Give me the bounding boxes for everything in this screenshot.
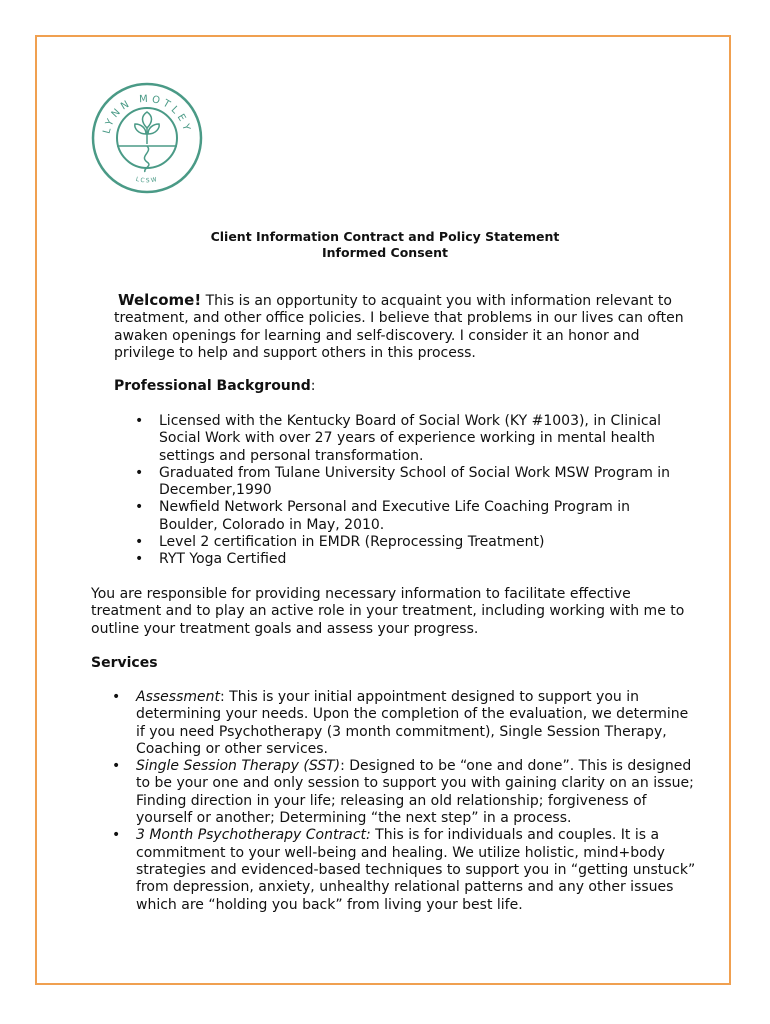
welcome-paragraph bbox=[114, 292, 684, 362]
document-title: Client Information Contract and Policy Statement bbox=[210, 229, 560, 244]
service-text: This is for individuals and couples. It is a commitment to your well-being and healing. We utilize holistic, mind+body strategies and evidenced-based techniques to support you in “getting unstuck” from depression, anxiety, unhealthy relational patterns and any other issues which are “holding you back” from living your best life. bbox=[136, 827, 696, 913]
list-item bbox=[136, 827, 696, 913]
list-item bbox=[136, 689, 696, 758]
list-item: • Level 2 certification in EMDR (Reprocessing Treatment) bbox=[159, 534, 689, 551]
list-item: • Graduated from Tulane University School of Social Work MSW Program in December,1990 bbox=[159, 465, 689, 500]
service-text: : Designed to be “one and done”. This is designed to be your one and only session to support you with gaining clarity on an issue; Finding direction in your life; releasing an old relationship; forgiveness of yourself or another; Determining “the next step” in a process. bbox=[136, 758, 694, 827]
service-term: Single Session Therapy (SST) bbox=[136, 758, 341, 775]
services-heading: Services bbox=[91, 655, 158, 671]
service-text: : This is your initial appointment designed to support you in determining your needs. Upon the completion of the evaluation, we determine if you need Psychotherapy (3 month commitment), Single Session Therapy, Coaching or other services. bbox=[136, 689, 689, 757]
logo-credential-text: LCSW bbox=[135, 175, 159, 185]
service-term: 3 Month Psychotherapy Contract: bbox=[136, 827, 371, 844]
document-subtitle: Informed Consent bbox=[322, 245, 448, 260]
welcome-text: This is an opportunity to acquaint you with information relevant to treatment, and other office policies. I believe that problems in our lives can often awaken openings for learning and self-discovery. I consider it an honor and privilege to help and support others in this process. bbox=[114, 293, 684, 361]
logo-name-text: LYNN MOTLEY bbox=[101, 93, 193, 136]
services-list bbox=[136, 689, 696, 914]
list-item: • Newfield Network Personal and Executive Life Coaching Program in Boulder, Colorado in May, 2010. bbox=[159, 499, 689, 534]
responsibility-paragraph: You are responsible for providing necessary information to facilitate effective treatment and to play an active role in your treatment, including working with me to outline your treatment goals and assess your progress. bbox=[91, 586, 685, 637]
lynn-motley-logo bbox=[91, 78, 203, 198]
background-list bbox=[159, 413, 689, 569]
list-item bbox=[136, 758, 696, 827]
welcome-lead: Welcome! bbox=[118, 291, 202, 309]
service-term: Assessment bbox=[136, 689, 220, 705]
list-item: • Licensed with the Kentucky Board of Social Work (KY #1003), in Clinical Social Work with over 27 years of experience working in mental health settings and personal transformation. bbox=[159, 413, 689, 465]
professional-background-heading: Professional Background: bbox=[114, 378, 316, 394]
list-item: • RYT Yoga Certified bbox=[159, 551, 689, 568]
